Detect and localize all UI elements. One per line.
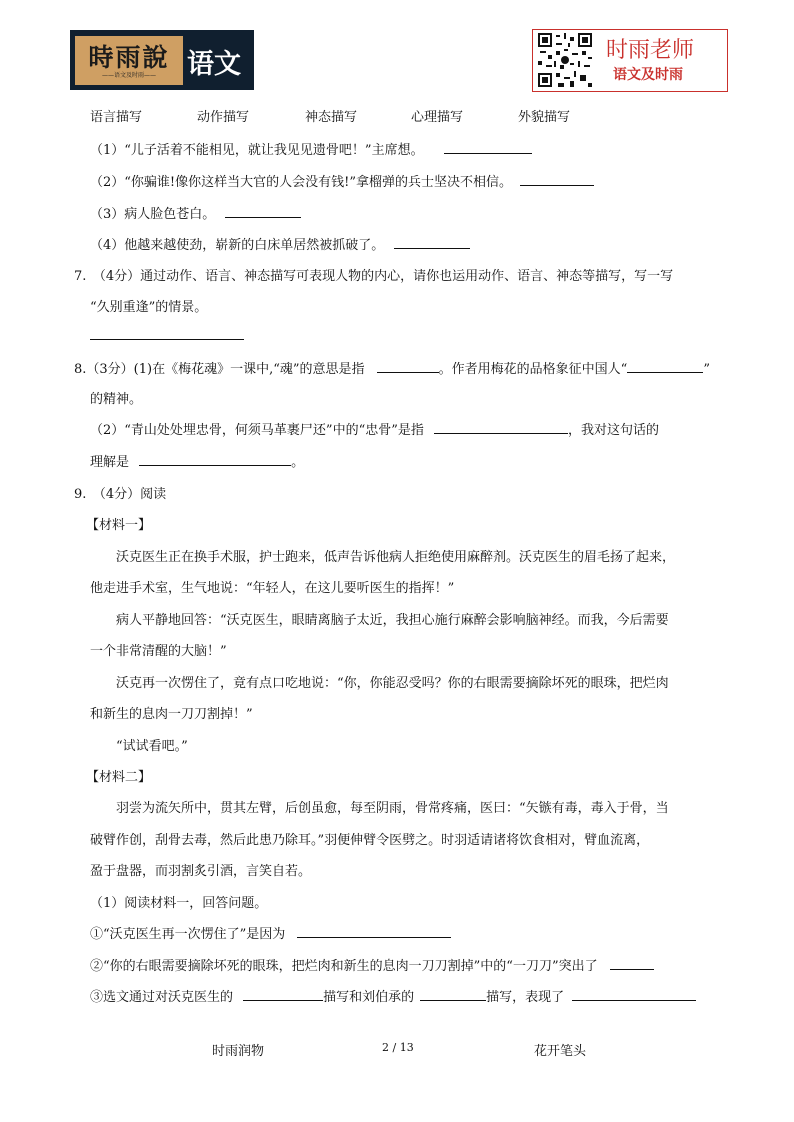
- q8-line-2: 的精神。: [90, 392, 143, 407]
- footer-right-slogan: 花开笔头: [534, 1044, 587, 1059]
- answer-blank[interactable]: [434, 420, 568, 434]
- logo-title: 時雨說: [88, 43, 170, 72]
- q6-sentence-4: （4）他越来越使劲，崭新的白床单居然被抓破了。: [90, 234, 470, 253]
- answer-blank[interactable]: [243, 987, 323, 1001]
- answer-blank[interactable]: [610, 956, 654, 970]
- material-1-paragraph-1b: 他走进手术室，生气地说：“年轻人，在这儿要听医生的指挥！”: [90, 581, 455, 596]
- answer-blank[interactable]: [627, 359, 703, 373]
- material-1-paragraph-1a: 沃克医生正在换手术服，护士跑来，低声告诉他病人拒绝使用麻醉剂。沃克医生的眉毛扬了起来，: [116, 550, 676, 565]
- material-2-paragraph-a: 羽尝为流矢所中，贯其左臂，后创虽愈，每至阴雨，骨常疼痛，医曰：“矢镞有毒，毒入于骨，当: [116, 801, 669, 816]
- answer-blank[interactable]: [90, 326, 244, 340]
- material-1-label: 【材料一】: [86, 518, 152, 533]
- q8-line-4: 理解是 。: [90, 451, 304, 470]
- logo-subtitle: ——语文及时雨——: [101, 72, 156, 79]
- material-1-paragraph-4: “试试看吧。”: [116, 739, 188, 754]
- page-number: 2 / 13: [382, 1041, 414, 1054]
- answer-blank[interactable]: [520, 172, 594, 186]
- answer-blank[interactable]: [394, 235, 470, 249]
- answer-blank[interactable]: [377, 359, 439, 373]
- answer-blank[interactable]: [297, 924, 451, 938]
- answer-blank[interactable]: [139, 452, 291, 466]
- answer-blank[interactable]: [225, 204, 301, 218]
- answer-blank[interactable]: [444, 140, 532, 154]
- q8-line-3: （2）“青山处处埋忠骨，何须马革裹尸还”中的“忠骨”是指 ，我对这句话的: [90, 419, 659, 438]
- q9-item-3: ③选文通过对沃克医生的 描写和刘伯承的 描写，表现了: [90, 986, 696, 1005]
- brand-subtitle: 语文及时雨: [613, 67, 683, 83]
- q9-title: 9. （4分）阅读: [74, 487, 167, 502]
- material-2-label: 【材料二】: [86, 770, 152, 785]
- q7-prompt-line-2: “久别重逢”的情景。: [90, 300, 208, 315]
- option-appearance: 外貌描写: [518, 110, 571, 125]
- q6-sentence-1: （1）“儿子活着不能相见，就让我见见遗骨吧！”主席想。: [90, 139, 532, 158]
- answer-blank[interactable]: [572, 987, 696, 1001]
- logo-side-text: 语文: [187, 49, 241, 80]
- q8-line-1: 8.（3分）(1)在《梅花魂》一课中,“魂”的意思是指 。作者用梅花的品格象征中国人“ ”: [74, 358, 710, 377]
- material-2-paragraph-c: 盈于盘器，而羽割炙引酒，言笑自若。: [90, 864, 312, 879]
- option-action: 动作描写: [197, 110, 250, 125]
- material-2-paragraph-b: 破臂作创，刮骨去毒，然后此患乃除耳。”羽便伸臂令医劈之。时羽适请诸将饮食相对，臂血流离，: [90, 833, 650, 848]
- footer-left-slogan: 时雨润物: [212, 1044, 265, 1059]
- material-1-paragraph-3a: 沃克再一次愣住了，竟有点口吃地说：“你，你能忍受吗？你的右眼需要摘除坏死的眼珠，把烂肉: [116, 676, 669, 691]
- material-1-paragraph-2b: 一个非常清醒的大脑！”: [90, 644, 227, 659]
- q9-item-1: ①“沃克医生再一次愣住了”是因为: [90, 923, 451, 942]
- q7-prompt-line-1: 7. （4分）通过动作、语言、神态描写可表现人物的内心，请你也运用动作、语言、神态等描写，写一写: [74, 269, 674, 284]
- qr-code-icon: [538, 33, 592, 87]
- q6-sentence-3: （3）病人脸色苍白。: [90, 203, 301, 222]
- q6-sentence-2: （2）“你骗谁!像你这样当大官的人会没有钱!”拿榴弹的兵士坚决不相信。: [90, 171, 594, 190]
- material-1-paragraph-3b: 和新生的息肉一刀刀割掉！”: [90, 707, 253, 722]
- option-psychology: 心理描写: [411, 110, 464, 125]
- q9-subquestion-1: （1）阅读材料一，回答问题。: [90, 896, 268, 911]
- option-expression: 神态描写: [305, 110, 358, 125]
- material-1-paragraph-2a: 病人平静地回答：“沃克医生，眼睛离脑子太近，我担心施行麻醉会影响脑神经。而我，今后需要: [116, 613, 669, 628]
- option-language: 语言描写: [90, 110, 143, 125]
- answer-blank[interactable]: [420, 987, 486, 1001]
- q9-item-2: ②“你的右眼需要摘除坏死的眼珠，把烂肉和新生的息肉一刀刀割掉”中的“一刀刀”突出了: [90, 955, 654, 974]
- brand-title: 时雨老师: [606, 38, 695, 63]
